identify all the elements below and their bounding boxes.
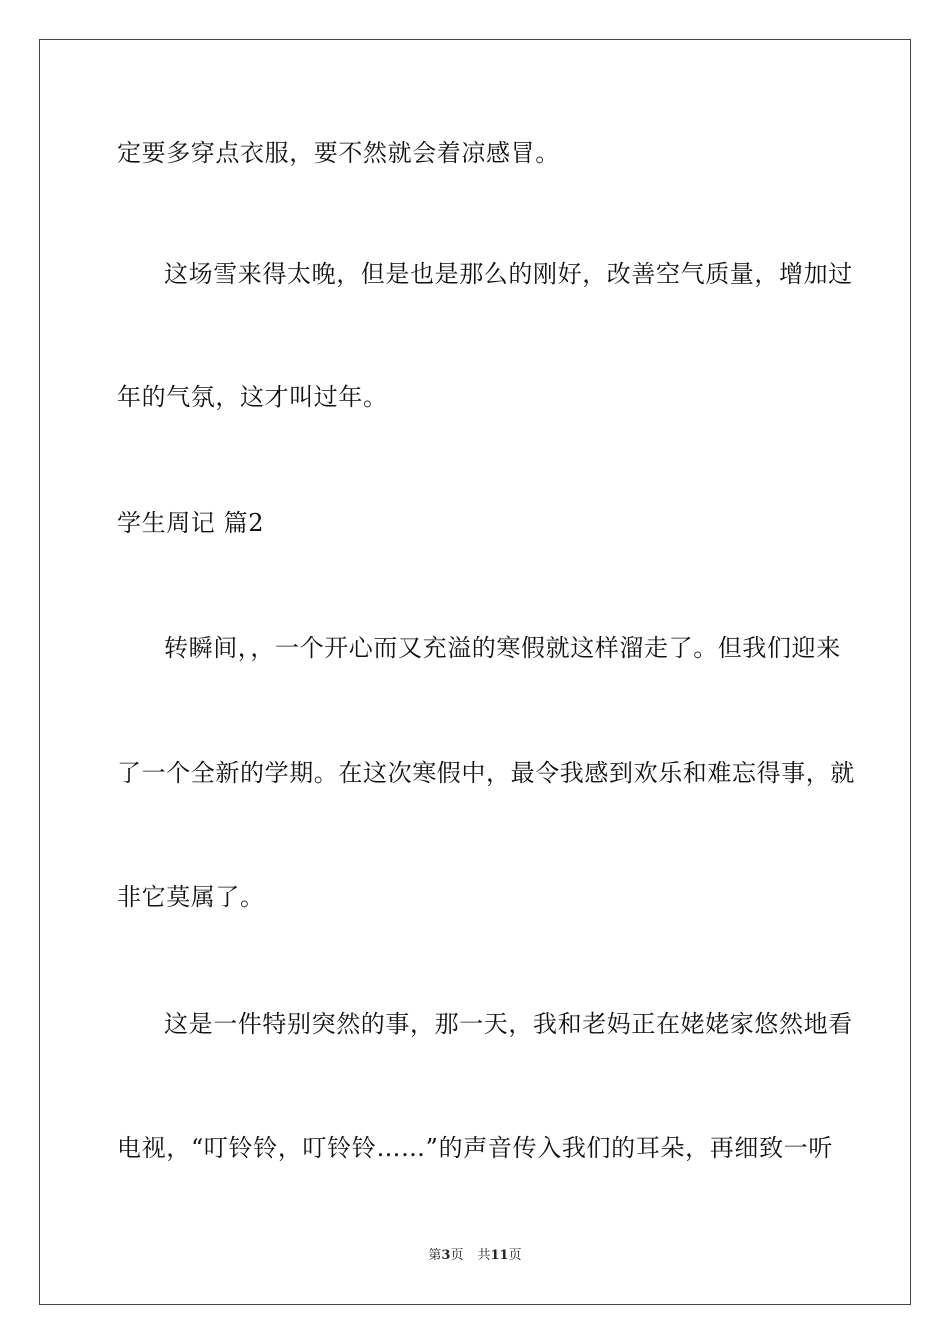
total-suffix: 页 <box>508 1248 522 1263</box>
text-line-1: 定要多穿点衣服，要不然就会着凉感冒。 <box>117 139 560 167</box>
total-pages: 11 <box>490 1248 509 1263</box>
text-line-9: 电视，“叮铃铃，叮铃铃……”的声音传入我们的耳朵，再细致一听 <box>117 1134 833 1162</box>
section-heading: 学生周记 篇2 <box>117 509 265 537</box>
page-footer <box>0 1248 950 1264</box>
text-line-3: 年的气氛，这才叫过年。 <box>117 383 388 411</box>
page-frame <box>39 39 911 1305</box>
text-line-6: 了一个全新的学期。在这次寒假中，最令我感到欢乐和难忘得事，就 <box>117 759 855 787</box>
text-line-8: 这是一件特别突然的事，那一天，我和老妈正在姥姥家悠然地看 <box>164 1010 853 1038</box>
page-suffix: 页 <box>450 1248 464 1263</box>
text-line-7: 非它莫属了。 <box>117 883 265 911</box>
text-line-5: 转瞬间，，一个开心而又充溢的寒假就这样溜走了。但我们迎来 <box>164 634 841 662</box>
text-line-2: 这场雪来得太晚，但是也是那么的刚好，改善空气质量，增加过 <box>164 260 853 288</box>
page-prefix: 第 <box>428 1248 442 1263</box>
total-prefix: 共 <box>477 1248 491 1263</box>
page-number: 3 <box>441 1248 451 1263</box>
